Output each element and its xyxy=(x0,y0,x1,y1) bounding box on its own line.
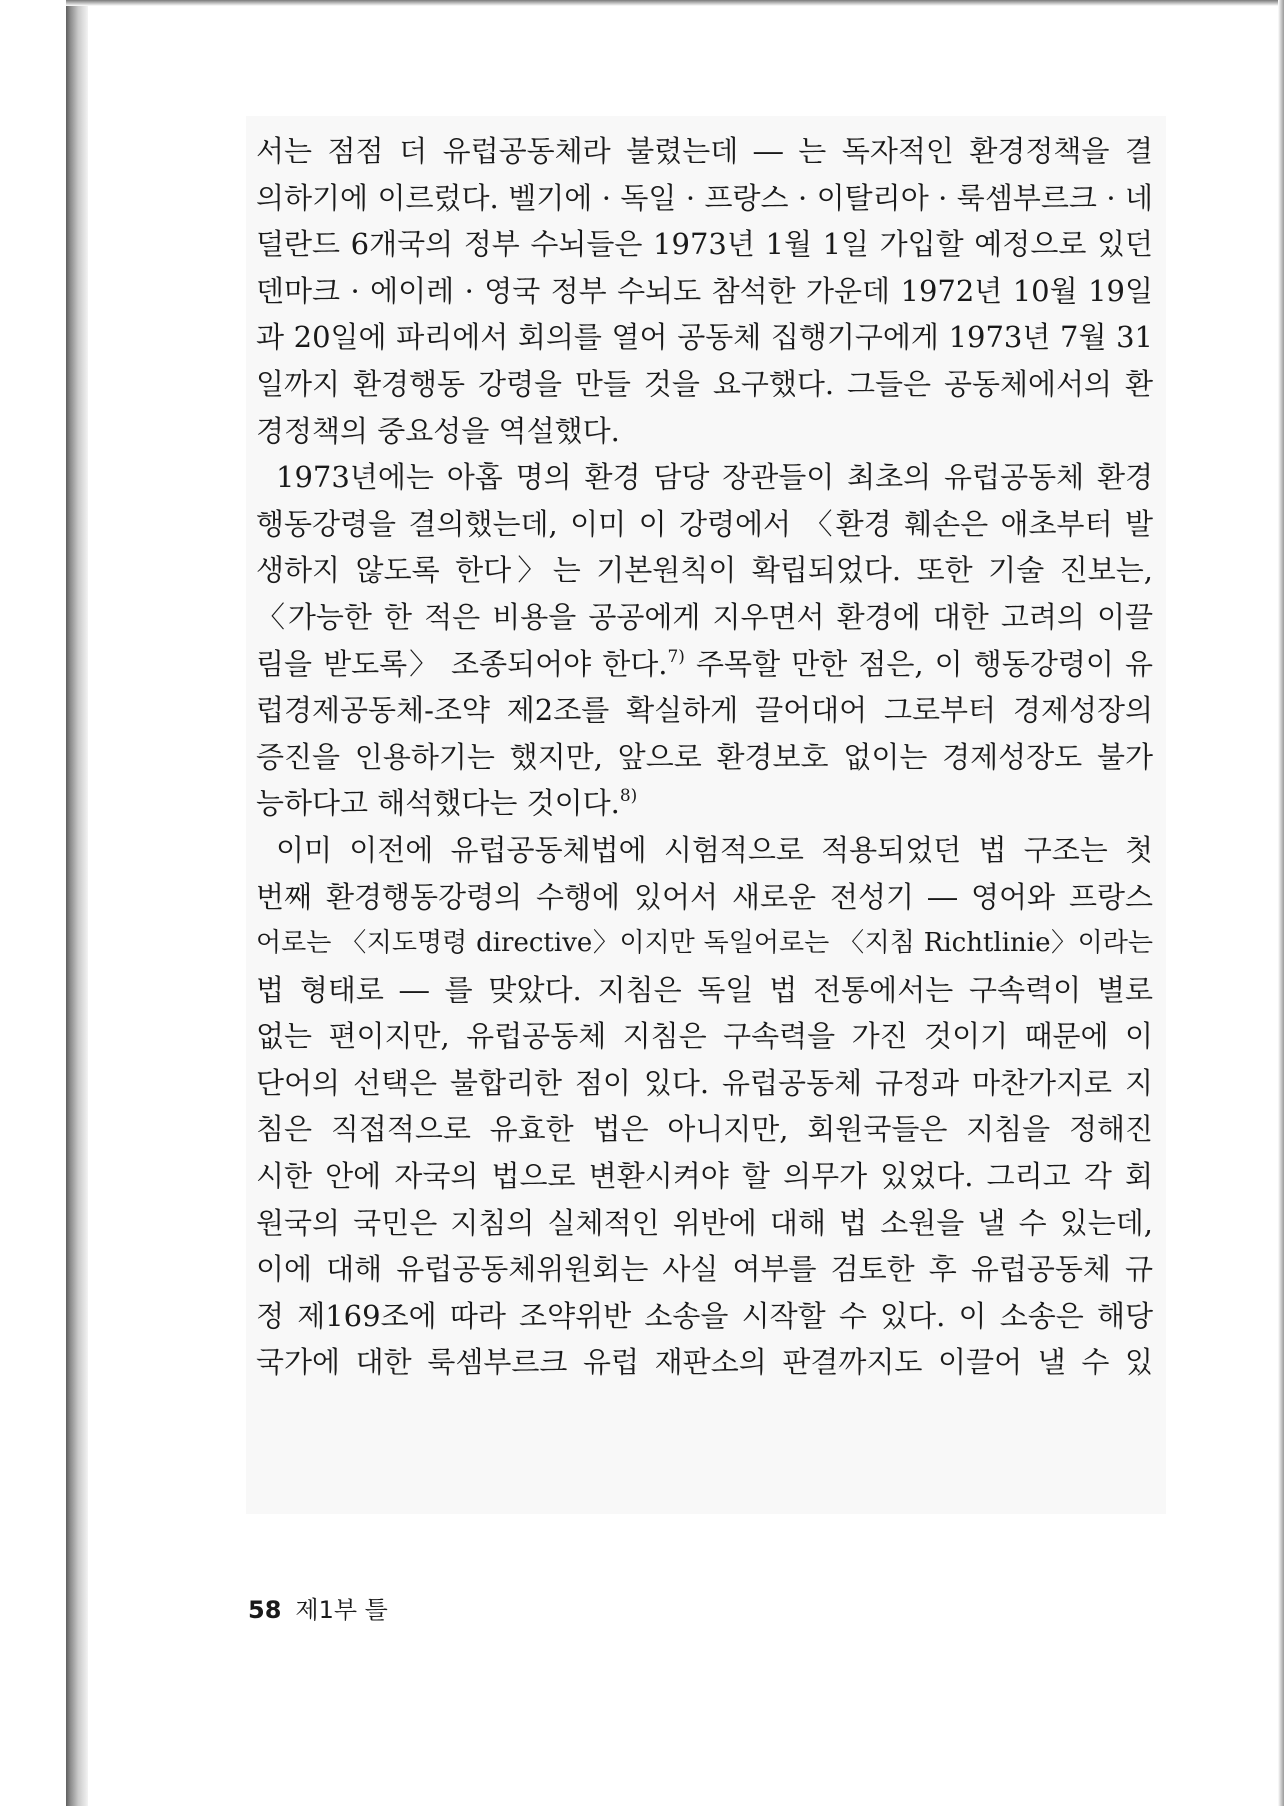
text-line: 원국의 국민은 지침의 실체적인 위반에 대해 법 소원을 낼 수 있는데, xyxy=(256,1205,1153,1240)
text-segment: 능하다고 해석했다는 것이다. xyxy=(256,786,620,821)
text-line: 행동강령을 결의했는데, 이미 이 강령에서 〈환경 훼손은 애초부터 발 xyxy=(256,506,1153,541)
text-line: 과 20일에 파리에서 회의를 열어 공동체 집행기구에게 1973년 7월 31 xyxy=(256,320,1153,355)
text-line: 법 형태로 ― 를 맞았다. 지침은 독일 법 전통에서는 구속력이 별로 xyxy=(256,972,1153,1007)
text-line: 생하지 않도록 한다〉는 기본원칙이 확립되었다. 또한 기술 진보는, xyxy=(256,553,1153,588)
text-line: 일까지 환경행동 강령을 만들 것을 요구했다. 그들은 공동체에서의 환 xyxy=(256,366,1153,401)
text-line: 정 제169조에 따라 조약위반 소송을 시작할 수 있다. 이 소송은 해당 xyxy=(256,1298,1153,1333)
body-text xyxy=(256,128,1153,1386)
text-segment: 림을 받도록〉 조종되어야 한다. xyxy=(256,646,668,681)
text-line: 증진을 인용하기는 했지만, 앞으로 환경보호 없이는 경제성장도 불가 xyxy=(256,739,1153,774)
text-line: 덜란드 6개국의 정부 수뇌들은 1973년 1월 1일 가입할 예정으로 있던 xyxy=(256,227,1153,262)
text-line: 1973년에는 아홉 명의 환경 담당 장관들이 최초의 유럽공동체 환경 xyxy=(276,460,1153,495)
text-line: 번째 환경행동강령의 수행에 있어서 새로운 전성기 ― 영어와 프랑스 xyxy=(256,879,1153,914)
text-line-with-footnote xyxy=(256,780,1153,827)
text-line: 없는 편이지만, 유럽공동체 지침은 구속력을 가진 것이기 때문에 이 xyxy=(256,1019,1153,1054)
text-line: 침은 직접적으로 유효한 법은 아니지만, 회원국들은 지침을 정해진 xyxy=(256,1112,1153,1147)
text-line: 이미 이전에 유럽공동체법에 시험적으로 적용되었던 법 구조는 첫 xyxy=(276,832,1153,867)
text-line: 단어의 선택은 불합리한 점이 있다. 유럽공동체 규정과 마찬가지로 지 xyxy=(256,1065,1153,1100)
running-title: 제1부 틀 xyxy=(295,1596,388,1624)
text-line: 서는 점점 더 유럽공동체라 불렸는데 ― 는 독자적인 환경정책을 결 xyxy=(256,134,1153,168)
page-number: 58 xyxy=(248,1596,282,1624)
text-line: 덴마크 · 에이레 · 영국 정부 수뇌도 참석한 가운데 1972년 10월 19일 xyxy=(256,273,1153,308)
text-line: 어로는 〈지도명령 directive〉이지만 독일어로는 〈지침 Richtlinie〉이라는 xyxy=(256,928,1153,959)
text-line: 〈가능한 한 적은 비용을 공공에게 지우면서 환경에 대한 고려의 이끌 xyxy=(256,599,1153,634)
text-line: 경정책의 중요성을 역설했다. xyxy=(256,413,620,448)
text-line: 국가에 대한 룩셈부르크 유럽 재판소의 판결까지도 이끌어 낼 수 있 xyxy=(256,1345,1153,1380)
footnote-mark: 7) xyxy=(667,646,685,667)
text-line: 의하기에 이르렀다. 벨기에 · 독일 · 프랑스 · 이탈리아 · 룩셈부르크 · 네 xyxy=(256,180,1153,215)
page-binding-shadow xyxy=(66,0,88,1806)
text-line: 럽경제공동체-조약 제2조를 확실하게 끌어대어 그로부터 경제성장의 xyxy=(256,693,1153,728)
text-segment: 주목할 만한 점은, 이 행동강령이 유 xyxy=(696,646,1153,681)
text-line: 이에 대해 유럽공동체위원회는 사실 여부를 검토한 후 유럽공동체 규 xyxy=(256,1252,1153,1287)
text-line: 시한 안에 자국의 법으로 변환시켜야 할 의무가 있었다. 그리고 각 회 xyxy=(256,1159,1153,1194)
page-footer xyxy=(248,1590,388,1625)
footnote-mark: 8) xyxy=(619,786,638,807)
page-right-edge xyxy=(1278,0,1284,1806)
text-line-with-footnote xyxy=(256,641,1153,688)
